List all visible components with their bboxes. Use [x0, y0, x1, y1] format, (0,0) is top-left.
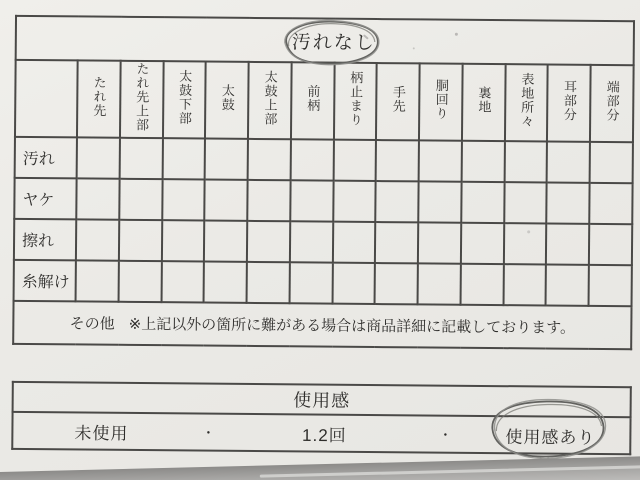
column-header-label: 太鼓上部 — [262, 70, 278, 127]
usage-option-selected: 使用感あり — [505, 427, 596, 447]
grid-cell — [247, 262, 290, 303]
grid-cell — [77, 137, 120, 178]
paper-speck — [527, 230, 530, 233]
column-header-label: 胴回り — [433, 78, 449, 121]
option-separator: ・ — [439, 429, 451, 442]
usage-title-text: 使用感 — [293, 390, 351, 411]
column-header-cell — [419, 63, 462, 140]
grid-cell — [205, 180, 248, 221]
grid-cell — [118, 261, 161, 302]
row-header-cell: ヤケ — [14, 178, 76, 220]
grid-cell — [162, 179, 205, 220]
paper-speck — [455, 33, 458, 36]
grid-cell — [76, 219, 119, 260]
column-header-label: 手先 — [390, 85, 407, 114]
status-title-row — [16, 16, 634, 65]
column-header-label: 表地所々 — [518, 72, 535, 129]
column-header-cell — [77, 60, 120, 137]
grid-cell — [161, 261, 204, 302]
grid-cell — [119, 138, 162, 179]
row-header-cell: 擦れ — [14, 219, 76, 261]
other-cell — [13, 301, 631, 349]
grid-cell — [504, 223, 547, 264]
column-header-label: 裏地 — [476, 85, 492, 115]
grid-cell — [376, 181, 419, 222]
grid-cell — [76, 178, 119, 219]
grid-cell — [119, 179, 162, 220]
grid-cell — [546, 224, 589, 265]
grid-cell — [461, 141, 504, 182]
column-header-label: 耳部分 — [561, 79, 578, 122]
grid-cell — [204, 221, 247, 262]
grid-cell — [546, 265, 589, 306]
grid-cell — [290, 180, 333, 221]
grid-cell — [162, 138, 205, 179]
column-header-cell — [547, 65, 590, 142]
column-header-label: たれ先上部 — [133, 61, 150, 133]
circled-status-text: 汚れなし — [291, 31, 376, 54]
condition-row — [14, 260, 632, 306]
column-header-cell — [205, 62, 248, 139]
grid-cell — [547, 183, 590, 224]
column-header-cell — [120, 61, 163, 138]
column-header-label: 端部分 — [604, 80, 620, 123]
grid-cell — [419, 140, 462, 181]
column-header-cell — [505, 64, 548, 141]
grid-cell — [205, 139, 248, 180]
corner-cell — [15, 60, 78, 138]
grid-cell — [332, 222, 375, 263]
grid-cell — [503, 264, 546, 305]
column-header-cell — [376, 63, 419, 140]
usage-option: 1.2回 — [301, 425, 347, 445]
column-header-label: 太鼓 — [219, 83, 235, 112]
grid-cell — [376, 140, 419, 181]
grid-cell — [247, 180, 290, 221]
column-header-cell — [590, 65, 633, 142]
other-row — [13, 301, 631, 349]
grid-cell — [547, 142, 590, 183]
row-header-cell: 汚れ — [15, 137, 77, 179]
grid-cell — [247, 221, 290, 262]
grid-cell — [333, 140, 376, 181]
condition-row — [15, 137, 633, 183]
column-header-label: 前柄 — [305, 84, 321, 113]
grid-cell — [461, 223, 504, 264]
grid-cell — [332, 263, 375, 304]
condition-row — [14, 219, 632, 265]
column-header-cell — [248, 62, 291, 139]
grid-cell — [590, 142, 633, 183]
grid-cell — [418, 263, 461, 304]
column-header-label: たれ先 — [91, 75, 107, 118]
column-header-cell — [334, 63, 377, 140]
grid-cell — [76, 260, 119, 301]
grid-cell — [418, 222, 461, 263]
condition-row — [14, 178, 632, 224]
grid-cell — [119, 220, 162, 261]
grid-cell — [333, 181, 376, 222]
column-header-label: 太鼓下部 — [176, 69, 193, 126]
usage-table — [11, 381, 632, 455]
usage-options-cell — [12, 412, 630, 454]
grid-cell — [589, 183, 632, 224]
grid-cell — [589, 224, 632, 265]
grid-cell — [461, 182, 504, 223]
grid-cell — [375, 222, 418, 263]
option-separator: ・ — [202, 427, 214, 440]
grid-cell — [290, 139, 333, 180]
grid-cell — [289, 262, 332, 303]
column-header-cell — [163, 61, 206, 138]
usage-options-row — [12, 412, 630, 454]
paper-speck — [413, 47, 415, 49]
grid-cell — [589, 265, 632, 306]
grid-cell — [504, 182, 547, 223]
usage-option: 未使用 — [74, 423, 129, 443]
grid-cell — [161, 220, 204, 261]
column-header-cell — [462, 64, 505, 141]
grid-cell — [460, 264, 503, 305]
grid-cell — [418, 181, 461, 222]
grid-cell — [248, 139, 291, 180]
column-header-row — [15, 60, 634, 142]
other-note: ※上記以外の箇所に難がある場合は商品詳細に記載しております。 — [128, 315, 576, 337]
grid-cell — [375, 263, 418, 304]
grid-cell — [504, 141, 547, 182]
column-header-cell — [291, 62, 334, 139]
grid-cell — [290, 221, 333, 262]
column-header-label: 柄止まり — [347, 70, 364, 127]
status-title-cell — [16, 16, 634, 65]
condition-table — [12, 15, 635, 350]
row-header-cell: 糸解け — [14, 260, 76, 302]
grid-cell — [204, 262, 247, 303]
other-label: その他 — [69, 315, 115, 333]
